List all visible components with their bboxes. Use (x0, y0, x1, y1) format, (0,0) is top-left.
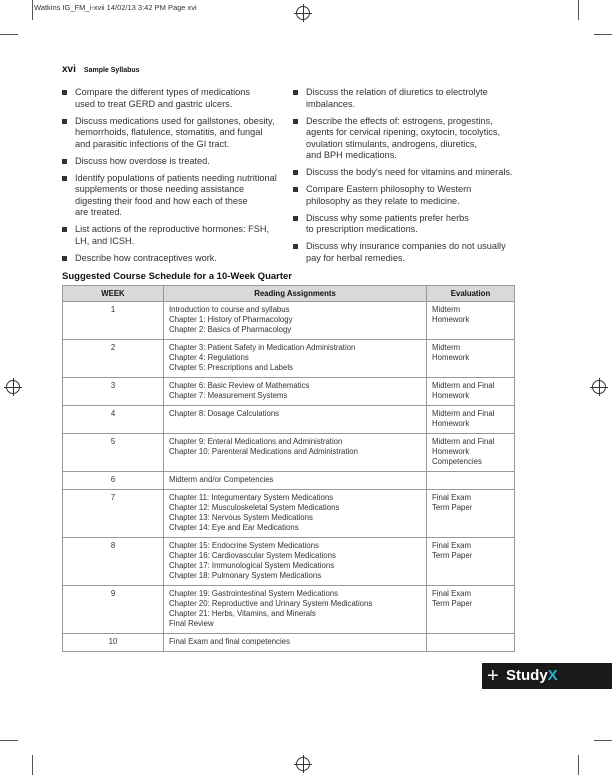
week-cell: 5 (63, 434, 164, 472)
week-cell: 6 (63, 472, 164, 490)
week-cell: 9 (63, 586, 164, 634)
reading-cell: Chapter 11: Integumentary System Medications Chapter 12: Musculoskeletal System Medications Chapter 13: Nervous System Medications Chapter 14: Eye and Ear Medications (164, 490, 427, 538)
table-row (63, 538, 515, 586)
bullet-item: List actions of the reproductive hormones: FSH, LH, and ICSH. (62, 224, 287, 247)
table-row (63, 378, 515, 406)
reading-cell: Chapter 15: Endocrine System Medications Chapter 16: Cardiovascular System Medications Chapter 17: Immunological System Medications Chapter 18: Pulmonary System Medications (164, 538, 427, 586)
bullet-item: Describe the effects of: estrogens, progestins, agents for cervical ripening, oxytocin, tocolytics, ovulation stimulants, androgens, diuretics, and BPH medications. (293, 116, 528, 162)
bullet-item: Discuss medications used for gallstones, obesity, hemorrhoids, flatulence, stomatitis, and fungal and parasitic infections of the GI tract. (62, 116, 287, 151)
table-row (63, 406, 515, 434)
plus-icon: + (487, 665, 499, 687)
crop-mark (594, 34, 612, 35)
page-header (62, 64, 140, 75)
bullet-item: Describe how contraceptives work. (62, 253, 287, 265)
crop-mark (32, 0, 33, 20)
bullet-item: Identify populations of patients needing nutritional supplements or those needing assistance digesting their food and how each of these are treated. (62, 173, 287, 219)
evaluation-cell: Midterm and Final Homework (427, 406, 515, 434)
crop-mark (578, 755, 579, 775)
bullet-item: Discuss why insurance companies do not usually pay for herbal remedies. (293, 241, 528, 264)
evaluation-cell: Midterm and Final Homework Competencies (427, 434, 515, 472)
schedule-title: Suggested Course Schedule for a 10-Week Quarter (62, 271, 293, 282)
print-slug: Watkins IG_FM_i-xvii 14/02/13 3:42 PM Page xvi (34, 3, 197, 12)
crop-mark (594, 740, 612, 741)
bullet-item: Discuss the relation of diuretics to electrolyte imbalances. (293, 87, 528, 110)
studyx-watermark: + StudyX (482, 663, 612, 689)
table-header-row (63, 286, 515, 302)
week-cell: 4 (63, 406, 164, 434)
week-cell: 7 (63, 490, 164, 538)
registration-mark-icon (296, 6, 310, 20)
evaluation-cell (427, 472, 515, 490)
reading-cell: Chapter 19: Gastrointestinal System Medications Chapter 20: Reproductive and Urinary System Medications Chapter 21: Herbs, Vitamins, and Minerals Final Review (164, 586, 427, 634)
evaluation-cell (427, 634, 515, 652)
crop-mark (578, 0, 579, 20)
bullet-item: Discuss why some patients prefer herbs to prescription medications. (293, 213, 528, 236)
evaluation-cell: Midterm and Final Homework (427, 378, 515, 406)
evaluation-cell: Final Exam Term Paper (427, 586, 515, 634)
objectives-list-left (62, 87, 287, 270)
crop-mark (0, 34, 18, 35)
table-row (63, 434, 515, 472)
table-row (63, 302, 515, 340)
week-cell: 3 (63, 378, 164, 406)
registration-mark-icon (592, 380, 606, 394)
reading-cell: Final Exam and final competencies (164, 634, 427, 652)
reading-cell: Chapter 9: Enteral Medications and Administration Chapter 10: Parenteral Medications and Administration (164, 434, 427, 472)
week-cell: 2 (63, 340, 164, 378)
bullet-item: Compare Eastern philosophy to Western philosophy as they relate to medicine. (293, 184, 528, 207)
reading-column-header: Reading Assignments (164, 286, 427, 302)
objectives-list-right (293, 87, 528, 270)
table-row (63, 634, 515, 652)
week-column-header: WEEK (63, 286, 164, 302)
table-row (63, 490, 515, 538)
week-cell: 10 (63, 634, 164, 652)
table-row (63, 586, 515, 634)
week-cell: 8 (63, 538, 164, 586)
crop-mark (32, 755, 33, 775)
evaluation-cell: Midterm Homework (427, 302, 515, 340)
reading-cell: Introduction to course and syllabus Chapter 1: History of Pharmacology Chapter 2: Basics of Pharmacology (164, 302, 427, 340)
registration-mark-icon (296, 757, 310, 771)
table-row (63, 340, 515, 378)
bullet-item: Compare the different types of medications used to treat GERD and gastric ulcers. (62, 87, 287, 110)
week-cell: 1 (63, 302, 164, 340)
reading-cell: Midterm and/or Competencies (164, 472, 427, 490)
reading-cell: Chapter 6: Basic Review of Mathematics Chapter 7: Measurement Systems (164, 378, 427, 406)
evaluation-cell: Midterm Homework (427, 340, 515, 378)
page-number: xvi (62, 64, 76, 75)
reading-cell: Chapter 8: Dosage Calculations (164, 406, 427, 434)
registration-mark-icon (6, 380, 20, 394)
reading-cell: Chapter 3: Patient Safety in Medication Administration Chapter 4: Regulations Chapter 5: Prescriptions and Labels (164, 340, 427, 378)
evaluation-column-header: Evaluation (427, 286, 515, 302)
evaluation-cell: Final Exam Term Paper (427, 490, 515, 538)
bullet-item: Discuss the body's need for vitamins and minerals. (293, 167, 528, 179)
crop-mark (0, 740, 18, 741)
section-title: Sample Syllabus (83, 67, 140, 74)
evaluation-cell: Final Exam Term Paper (427, 538, 515, 586)
table-row (63, 472, 515, 490)
course-schedule-table (62, 285, 515, 652)
bullet-item: Discuss how overdose is treated. (62, 156, 287, 168)
